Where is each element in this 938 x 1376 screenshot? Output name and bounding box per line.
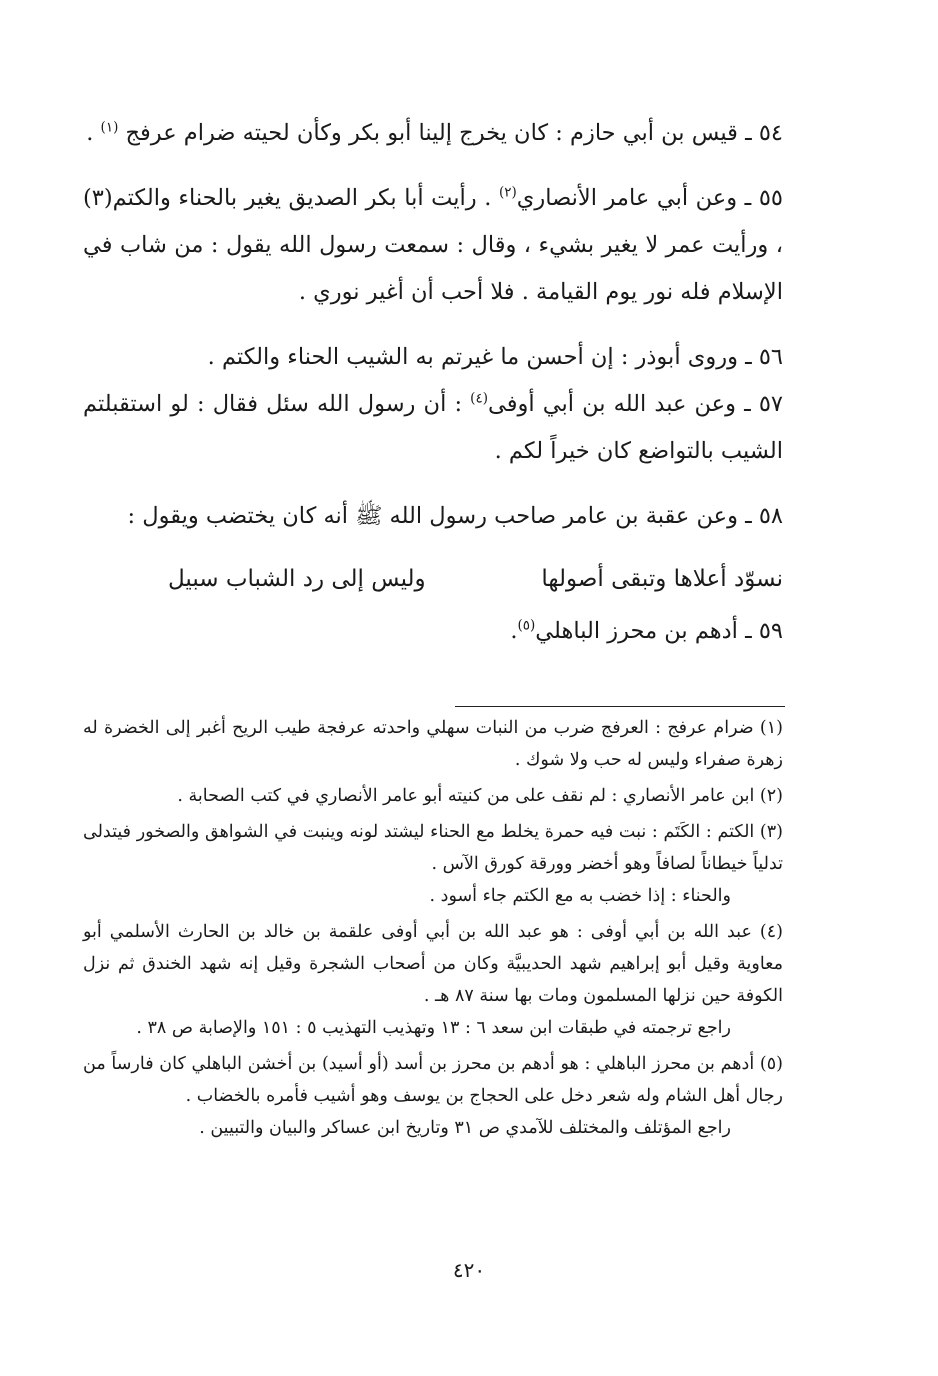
footnote-ref-4[interactable]: (٤) [470, 390, 488, 407]
paragraph-54: ٥٤ ـ قيس بن أبي حازم : كان يخرج إلينا أبو بكر وكأن لحيته ضرام عرفج $^{(١)}$ . [86, 119, 783, 146]
footnote-4-extra: راجع ترجمته في طبقات ابن سعد ٦ : ١٣ وتهذيب التهذيب ٥ : ١٥١ والإصابة ص ٣٨ . [136, 1018, 731, 1038]
paragraph-55: ٥٥ ـ وعن أبي عامر الأنصاري$^{(٢)}$ . رأيت أبا بكر الصديق يغير بالحناء والكتم(٣) ، ورأيت عمر لا يغير بشيء ، وقال : سمعت رسول الله يقول : من شاب في الإسلام فله نور يوم القيامة . فلا أحب أن أغير نوري . [83, 184, 783, 305]
paragraph-59: ٥٩ ـ أدهم بن محرز الباهلي$^{(٥)}$. [510, 617, 783, 644]
paragraph-57: ٥٧ ـ وعن عبد الله بن أبي أوفى$^{(٤)}$ : أن رسول الله سئل فقال : لو استقبلتم الشيب بالتواضع كان خيراً لكم . [83, 390, 783, 464]
verse-second-hemistich: وليس إلى رد الشباب سبيل [168, 566, 426, 592]
footnote-5-extra: راجع المؤتلف والمختلف للآمدي ص ٣١ وتاريخ ابن عساكر والبيان والتبيين . [199, 1118, 731, 1138]
poem-verse [83, 556, 783, 602]
footnote-ref-1[interactable]: (١) [100, 119, 119, 136]
paragraph-58: ٥٨ ـ وعن عقبة بن عامر صاحب رسول الله ﷺ أنه كان يختضب ويقول : [127, 503, 783, 529]
paragraph-56: ٥٦ ـ وروى أبوذر : إن أحسن ما غيرتم به الشيب الحناء والكتم . [207, 344, 783, 370]
footnote-2: (٢) ابن عامر الأنصاري : لم نقف على من كنيته أبو عامر الأنصاري في كتب الصحابة . [177, 786, 783, 806]
verse-first-hemistich: نسوّد أعلاها وتبقى أصولها [541, 566, 783, 592]
footnote-3: (٣) الكتم : الكَتَم : نبت فيه حمرة يخلط مع الحناء ليشتد لونه وينبت في الشواهق والصخور فيتدلى تدلياً خيطاناً لصافاً وهو أخضر وورقة كورق الآس . والحناء : إذا خضب به مع الكتم جاء أسود . [83, 816, 783, 912]
footnote-3-extra: والحناء : إذا خضب به مع الكتم جاء أسود . [429, 886, 731, 906]
page-number: ٤٢٠ [452, 1258, 486, 1282]
footnote-separator [455, 706, 785, 707]
footnote-1: (١) ضرام عرفج : العرفج ضرب من النبات سهلي واحدته عرفجة طيب الريح أغبر إلى الخضرة له زهرة صفراء وليس له حب ولا شوك . [83, 718, 783, 770]
footnote-4: (٤) عبد الله بن أبي أوفى : هو عبد الله بن أبي أوفى علقمة بن خالد بن الحارث الأسلمي أبو معاوية وقيل أبو إبراهيم شهد الحديبيَّة وكان من أصحاب الشجرة وقيل إنه شهد الخندق ثم نزل الكوفة حين نزلها المسلمون ومات بها سنة ٨٧ هـ . راجع ترجمته في طبقات ابن سعد ٦ : ١٣ وتهذيب التهذيب ٥ : ١٥١ والإصابة ص ٣٨ . [83, 916, 783, 1044]
footnote-5: (٥) أدهم بن محرز الباهلي : هو أدهم بن محرز بن أسد (أو أسيد) بن أخشن الباهلي كان فارساً من رجال أهل الشام وله شعر دخل على الحجاج بن يوسف وهو أشيب فأمره بالخضاب . راجع المؤتلف والمختلف للآمدي ص ٣١ وتاريخ ابن عساكر والبيان والتبيين . [83, 1048, 783, 1144]
footnote-ref-5[interactable]: (٥) [517, 617, 536, 634]
footnotes [83, 712, 783, 1148]
footnote-ref-2[interactable]: (٢) [498, 184, 517, 201]
main-text [83, 110, 783, 655]
